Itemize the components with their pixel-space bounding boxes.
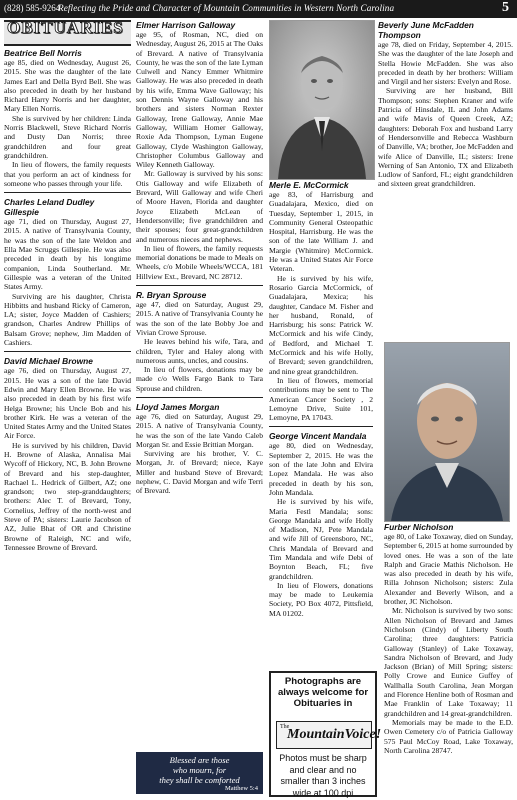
page-header-bar [0, 0, 517, 18]
header-phone: (828) 585-9264 [4, 3, 61, 13]
obit-paragraph: In lieu of flowers, the family requests memorial donations be made to Meals on Wheels, c/o Mobile Wheels/WCCA, 181 Hillview Ext., Brevard, NC 28712. [136, 243, 263, 281]
obit-paragraph: In lieu of flowers, memorial contributions may be sent to The American Cancer Society , 2 Lemoyne Drive, Suite 101, Lemoyne, PA 17043. [269, 375, 373, 423]
obit-paragraph: age 76, died on Thursday, August 27, 2015. He was a son of the late David Edwin and Mary Ellen Browne. He was also preceded in death by his first wife Helga Browne; his Uncle Bob and his brother Kirk. He was a veteran of the United States Army and the United States Air Force. [4, 366, 131, 441]
divider [4, 192, 131, 193]
obit-paragraph: age 85, died on Wednesday, August 26, 2015. She was the daughter of the late James Earl and Della Byrd Bell. She was also preceded in death by her husband Richard Harry Norris and her daughter, Mary Ellen Norris. [4, 58, 131, 114]
obit-name: Elmer Harrison Galloway [136, 20, 236, 30]
mountain-voice-logo [276, 721, 382, 749]
obit-paragraph: Surviving are her husband, Bill Thompson; sons: Stephen Kraner and wife Patricia of Hinsdale, IL and John Adams and wife Mavis of Queen Creek, AZ; daughters: Deborah Fox and husband Larry of Hendersonville and Rebecca Washburn of Danville, VA; brother, Joe McFadden and wife Alice of Danville, IL; sisters: Irene Werning of San Antonio, TX and Elizabeth Ludlow of Sanford, FL; eight grandchildren and sixteen great grandchildren. [378, 86, 513, 189]
obit-name: George Vincent Mandala [269, 431, 367, 442]
obit-paragraph: Mr. Nicholson is survived by two sons: Allen Nicholson of Brevard and James Nicholson (Cindy) of Liberty South Carolina; three daughters: Patricia Galloway (Stanley) of Lake Toxaway, Sandra Nicholson of Brevard, and Judy Jackson (Brian) of Mill Spring; sisters: Polly Crowe and Eunice Guffey of Wallhalla South Carolina, Jean Morgan and Florence Henline both of Rosman and Mae Franklin of Lake Toxaway; 11 grandchildren and 14 great-grandchildren. [384, 606, 513, 718]
divider [136, 285, 263, 286]
bible-verse-box [136, 752, 263, 794]
divider [136, 397, 263, 398]
obit-name: Lloyd James Morgan [136, 401, 220, 412]
obit-paragraph: age 78, died on Friday, September 4, 2015. She was the daughter of the late Joseph and Stella Howie McFadden. She was also preceded in death by her brothers: William and Virgil and her sisters: Evelyn and Rose. [378, 40, 513, 87]
obit-paragraph: age 80, died on Wednesday, September 2, 2015. He was the son of the late John and Elvira Lopez Mandala. He was also preceded in death by his son, John Mandala. [269, 441, 373, 497]
obit-paragraph: Mr. Galloway is survived by his sons: Otis Galloway and wife Elizabeth of Brevard, Will Galloway and wife Cheri of Moore Haven, Florida and daughter Joyce Elizabeth McLean of Hendersonville; five grandchildren and their spouses; four great-grandchildren and numerous nieces and nephews. [136, 169, 263, 244]
obit-paragraph: He is survived by his wife, Rosario Garcia McCormick, of Guadalajara, Mexica; his daughter, Candace M. Fisher and her husband, Ronald, of Harrisburg; his sons: Patrick W. McCormick and his wife Cindy, of Bedford, and Michael T. McCormick and his wife Holly, of Brevard; seven grandchildren, and nine great grandchildren. [269, 273, 373, 376]
page-number: 5 [502, 0, 509, 15]
obit-paragraph: She is survived by her children: Linda Norris Blackwell, Steve Richard Norris and Dusty Dan Norris; three grandchildren and four great grandchildren. [4, 113, 131, 160]
verse-line: Blessed are those [169, 755, 230, 765]
column-2 [136, 20, 263, 496]
verse-line: they shall be comforted [159, 775, 240, 785]
obit-paragraph: Surviving are his brother, V. C. Morgan, Jr. of Brevard; niece, Kaye Miller and husband Steve of Brevard; nephew, C. David Morgan and wife Terri of Brevard. [136, 449, 263, 496]
divider [269, 426, 373, 427]
ad-note: Photos must be sharp and clear and no smaller than 3 inches wide at 100 dpi [279, 753, 367, 798]
verse-reference: Matthew 5:4 [224, 785, 258, 792]
obit-name: David Michael Browne [4, 356, 93, 367]
column-4-lower [384, 522, 513, 755]
portrait-photo-mccormick [269, 20, 375, 180]
obit-paragraph: age 71, died on Thursday, August 27, 2015. A native of Transylvania County, he was the son of the late Weldon and Ella Mae Scruggs Gillespie. He was also preceded in death by his longtime companion, Linda Southerland. Mr. Gillespie was a veteran of the United States Army. [4, 217, 131, 292]
verse-line: who mourn, for [172, 765, 227, 775]
photo-caption: Merle E. McCormick [269, 180, 349, 190]
obit-paragraph: age 83, of Harrisburg and Guadalajara, Mexico, died on Tuesday, September 1, 2015, in Community General Osteopathic Hospital, Harrisburg. He was the son of the late William J. and Margie (Whitmire) McCormick. He was a United States Air Force Veteran. [269, 190, 373, 274]
obit-paragraph: Memorials may be made to the E.D. Owen Cemetery c/o of Patricia Galloway 575 Paul McCoy Road, Lake Toxaway, North Carolina 28747. [384, 717, 513, 755]
obit-paragraph: In lieu of Flowers, donations may be made to Leukemia Society, PO Box 4072, Pittsfield, MA 01202. [269, 580, 373, 618]
obit-name: Beatrice Bell Norris [4, 48, 82, 58]
header-tagline: Reflecting the Pride and Character of Mountain Communities in Western North Carolina [58, 3, 395, 13]
section-masthead [4, 20, 131, 46]
portrait-photo-nicholson [384, 342, 510, 522]
obit-name: Beverly June McFadden Thompson [378, 20, 474, 40]
obit-paragraph: In lieu of flowers, the family requests that you perform an act of kindness for someone who passes through your life. [4, 160, 131, 188]
obit-paragraph: age 95, of Rosman, NC, died on Wednesday, August 26, 2015 at The Oaks of Brevard. A native of Transylvania County, he was the son of the late Lyman Culwell and Nancy Emmer Whitmire Galloway. He was also preceded in death by his wife, Emma Wave Galloway; his son Dennis Wayne Galloway and his brothers and sisters Norman Rexter Galloway, Irene Galloway, Annie Mae Galloway, William Homer Galloway, Roxie Ada Thompson, Lyman Eugene Galloway, Clyde Washington Galloway, Christopher Columbus Galloway and Wiley Kenneth Galloway. [136, 30, 263, 170]
section-title: OBITUARIES [7, 18, 124, 37]
logo-text: MountainVoice! [287, 727, 382, 742]
obit-paragraph: Surviving are his daughter, Christa Hibbitts and husband Ricky of Cameron, LA; sister, Joyce Madden of Cashiers; grandson, Charles Andrew Phillips of Balsam Grove; nephew, Jim Madden of Cashiers. [4, 291, 131, 348]
obit-paragraph: He is survived by his wife, Maria Festl Mandala; sons: George Mandala and wife Holly of Madison, NJ, Pete Mandala and wife Jill of Greensboro, NC, Chris Mandala of Brevard and Tim Mandala and wife Debi of Boynton Beach, FL; five grandchildren. [269, 497, 373, 581]
obit-name: R. Bryan Sprouse [136, 290, 207, 301]
column-1 [4, 20, 131, 552]
column-3 [269, 180, 373, 618]
obit-paragraph: age 76, died on Saturday, August 29, 2015. A native of Transylvania County, he was the son of the late Vando Caleb Morgan Sr. and Essie Brittian Morgan. [136, 411, 263, 449]
obit-paragraph: age 47, died on Saturday, August 29, 2015. A native of Transylvania County he was the son of the late Bobby Joe and Vivian Crowe Sprouse. [136, 300, 263, 337]
ad-headline: Photographs are always welcome for Obituaries in [277, 676, 369, 709]
column-4 [378, 20, 513, 189]
obit-name: Charles Leland Dudley Gillespie [4, 197, 95, 218]
obit-paragraph: He is survived by his children, David H. Browne of Alaska, Annalisa Mai Wycoff of Hickory, NC, B. John Browne of Brevard and his step-daughter, Rachael L. Hedrick of Gilbert, AZ; one grandson; two step-granddaughters; brothers: Alec T. of Brevard, Tony, Cornelius, Jeffrey of the north-west and Steve of PA; sisters: Laurie Jacobson of AZ, Julie Bhat of OR and Christine Browne of Raleigh, NC and wife, Tennessee Browne of Brevard. [4, 440, 131, 552]
logo-the: The [280, 724, 290, 730]
obit-paragraph: He leaves behind his wife, Tara, and children, Tyler and Haley along with numerous aunts, uncles, and cousins. [136, 337, 263, 365]
obit-paragraph: In lieu of flowers, donations may be made c/o Wells Fargo Bank to Tara Sprouse and children. [136, 365, 263, 393]
photo-caption: Furber Nicholson [384, 522, 454, 532]
obit-paragraph: age 80, of Lake Toxaway, died on Sunday, September 6, 2015 at home surrounded by loved ones. He was a son of the late Ralph and Gracie Mathis Nicholson. He was also preceded in death by his wife, Rilla Johnson Nicholson; sisters: Zula Alexander and Beverly Wilson, and a brother, JC Nicholson. [384, 532, 513, 607]
divider [4, 351, 131, 352]
photo-policy-ad [269, 671, 382, 798]
